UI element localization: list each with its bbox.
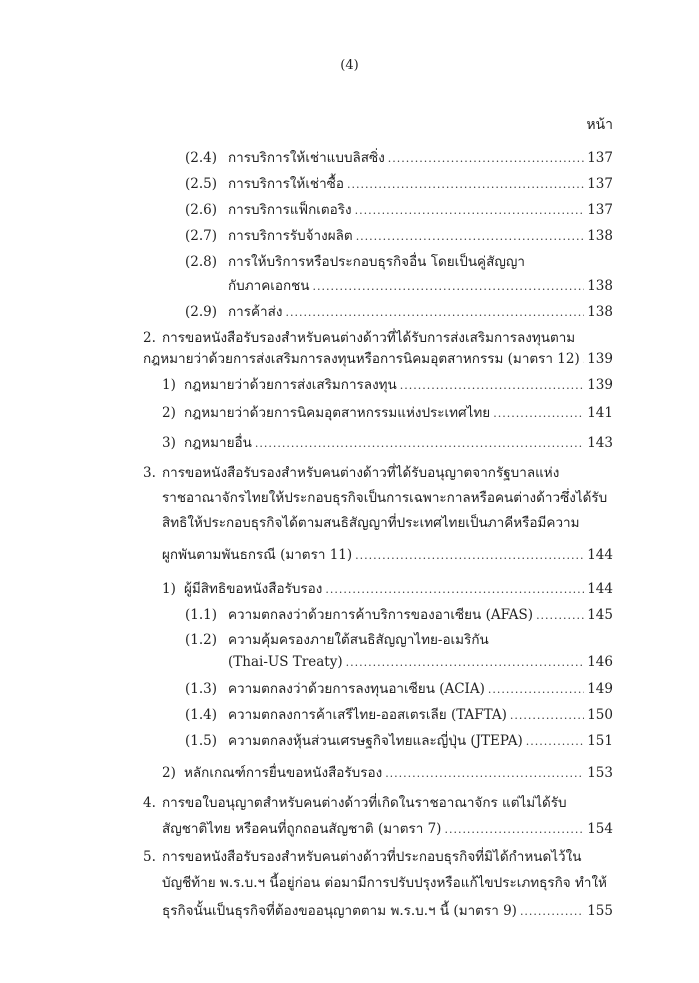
toc-entry [143,328,575,348]
toc-entry-number: 2) [162,765,176,781]
toc-entry-title: การบริการแฟ็กเตอริง [228,202,352,218]
page-column-header: หน้า [586,117,613,133]
toc-entry-number: (1.5) [185,733,218,749]
toc-entry-title: ธุรกิจนั้นเป็นธุรกิจที่ต้องขออนุญาตตาม พ.ร.บ.ฯ นี้ (มาตรา 9) [162,903,517,919]
toc-entry-page: 143 [587,435,613,451]
toc-entry [143,847,581,867]
toc-entry-title: การบริการให้เช่าแบบลิสซิ่ง [228,150,385,166]
toc-entry-title: การให้บริการหรือประกอบธุรกิจอื่น โดยเป็นคู่สัญญา [228,254,525,270]
toc-entry-title: การค้าส่ง [228,304,283,320]
toc-entry-number: 1) [162,377,176,393]
toc-entry [185,605,613,626]
toc-entry-number: 1) [162,581,176,597]
toc-entry-number: (2.6) [185,202,218,218]
toc-entry-page: 141 [587,405,613,421]
dot-leader [444,820,584,840]
dot-leader [388,149,584,169]
toc-entry [143,349,613,370]
toc-entry-title: กฎหมายอื่น [184,435,252,451]
dot-leader [400,376,584,396]
toc-entry-page: 139 [587,351,613,367]
toc-entry-page: 150 [587,707,613,723]
toc-entry-number: (1.2) [185,632,218,648]
toc-entry-page: 138 [587,228,613,244]
toc-entry-title: ความคุ้มครองภายใต้สนธิสัญญาไทย-อเมริกัน [228,632,489,648]
toc-entry-title: การบริการให้เช่าซื้อ [228,176,344,192]
toc-entry [162,375,613,396]
toc-entry-page: 139 [587,377,613,393]
toc-entry-title: ความตกลงว่าด้วยการลงทุนอาเซียน (ACIA) [228,681,485,697]
toc-entry [228,652,613,673]
toc-entry-number: 2) [162,405,176,421]
toc-entry-title: การขอหนังสือรับรองสำหรับคนต่างด้าวที่ได้รับอนุญาตจากรัฐบาลแห่ง [162,465,560,481]
dot-leader [536,606,584,626]
dot-leader [355,201,585,221]
toc-entry-page: 137 [587,202,613,218]
toc-entry [162,513,580,533]
dot-leader [488,680,584,700]
toc-entry-title: สิทธิให้ประกอบธุรกิจได้ตามสนธิสัญญาที่ประเทศไทยเป็นภาคีหรือมีความ [162,515,580,531]
toc-entry-number: (1.1) [185,607,218,623]
toc-entry [185,731,613,752]
toc-entry [162,873,607,893]
toc-entry [185,302,613,323]
toc-entry-number: 4. [143,795,156,811]
toc-entry-page: 137 [587,150,613,166]
toc-entry-title: ผูกพันตามพันธกรณี (มาตรา 11) [162,547,353,563]
toc-entry-title: การขอหนังสือรับรองสำหรับคนต่างด้าวที่ได้รับการส่งเสริมการลงทุนตาม [162,330,576,346]
dot-leader [493,404,584,424]
toc-entry-number: (2.7) [185,228,218,244]
toc-entry-page: 144 [587,547,613,563]
dot-leader [510,706,584,726]
dot-leader [325,580,584,600]
toc-entry-title: (Thai-US Treaty) [228,654,343,670]
toc-entry-title: ผู้มีสิทธิขอหนังสือรับรอง [184,581,323,597]
toc-entry-number: (1.4) [185,707,218,723]
toc-entry [162,579,613,600]
toc-entry-number: (2.4) [185,150,218,166]
toc-entry [185,252,525,272]
toc-entry-title: กับภาคเอกชน [228,278,310,294]
toc-entry-number: 5. [143,849,156,865]
dot-leader [385,764,584,784]
dot-leader [526,732,584,752]
toc-entry-title: ความตกลงการค้าเสรีไทย-ออสเตรเลีย (TAFTA) [228,707,507,723]
toc-entry-title: กฎหมายว่าด้วยการส่งเสริมการลงทุนหรือการนิคมอุตสาหกรรม (มาตรา 12) [143,351,580,367]
dot-leader [255,434,584,454]
toc-entry [143,463,559,483]
toc-entry [162,901,613,922]
dot-leader [520,902,584,922]
toc-entry-title: การขอหนังสือรับรองสำหรับคนต่างด้าวที่ประกอบธุรกิจที่มิได้กำหนดไว้ใน [162,849,582,865]
toc-entry-page: 138 [587,304,613,320]
toc-entry [162,433,613,454]
toc-entry [185,705,613,726]
toc-entry-page: 138 [587,278,613,294]
toc-entry [162,545,613,566]
toc-entry-title: กฎหมายว่าด้วยการนิคมอุตสาหกรรมแห่งประเทศไทย [184,405,491,421]
toc-entry-page: 151 [587,733,613,749]
dot-leader [285,303,584,323]
toc-entry-number: (2.5) [185,176,218,192]
toc-entry-page: 153 [587,765,613,781]
toc-entry-title: บัญชีท้าย พ.ร.บ.ฯ นี้อยู่ก่อน ต่อมามีการปรับปรุงหรือแก้ไขประเภทธุรกิจ ทำให้ [162,875,607,891]
toc-entry-number: (1.3) [185,681,218,697]
dot-leader [355,546,584,566]
toc-entry-page: 155 [587,903,613,919]
dot-leader [356,227,585,247]
dot-leader [583,350,584,370]
toc-entry-page: 146 [587,654,613,670]
toc-entry-number: (2.8) [185,254,218,270]
toc-entry [162,488,607,508]
toc-entry [228,276,613,297]
toc-entry-title: ความตกลงหุ้นส่วนเศรษฐกิจไทยและญี่ปุ่น (JTEPA) [228,733,523,749]
toc-entry [185,148,613,169]
toc-entry-title: การขอใบอนุญาตสำหรับคนต่างด้าวที่เกิดในราชอาณาจักร แต่ไม่ได้รับ [162,795,567,811]
toc-entry-title: ความตกลงว่าด้วยการค้าบริการของอาเซียน (AFAS) [228,607,534,623]
toc-entry [162,403,613,424]
toc-entry [185,679,613,700]
toc-entry [143,793,567,813]
dot-leader [346,653,585,673]
toc-entry-title: ราชอาณาจักรไทยให้ประกอบธุรกิจเป็นการเฉพาะกาลหรือคนต่างด้าวซึ่งได้รับ [162,490,608,506]
toc-entry-page: 149 [587,681,613,697]
toc-entry-page: 154 [587,821,613,837]
toc-entry-title: หลักเกณฑ์การยื่นขอหนังสือรับรอง [184,765,383,781]
toc-entry [185,630,489,650]
dot-leader [313,277,585,297]
toc-entry [162,763,613,784]
toc-entry [185,226,613,247]
dot-leader [347,175,584,195]
toc-entry-number: (2.9) [185,304,218,320]
toc-entry-number: 2. [143,330,156,346]
toc-entry-title: การบริการรับจ้างผลิต [228,228,353,244]
toc-entry-title: กฎหมายว่าด้วยการส่งเสริมการลงทุน [184,377,397,393]
toc-entry [185,200,613,221]
toc-entry-page: 137 [587,176,613,192]
toc-entry-page: 145 [587,607,613,623]
toc-entry-page: 144 [587,581,613,597]
toc-entry [185,174,613,195]
toc-entry-number: 3. [143,465,156,481]
page-number: (4) [340,58,359,73]
toc-entry-title: สัญชาติไทย หรือคนที่ถูกถอนสัญชาติ (มาตรา 7) [162,821,442,837]
toc-entry-number: 3) [162,435,176,451]
toc-entry [162,819,613,840]
